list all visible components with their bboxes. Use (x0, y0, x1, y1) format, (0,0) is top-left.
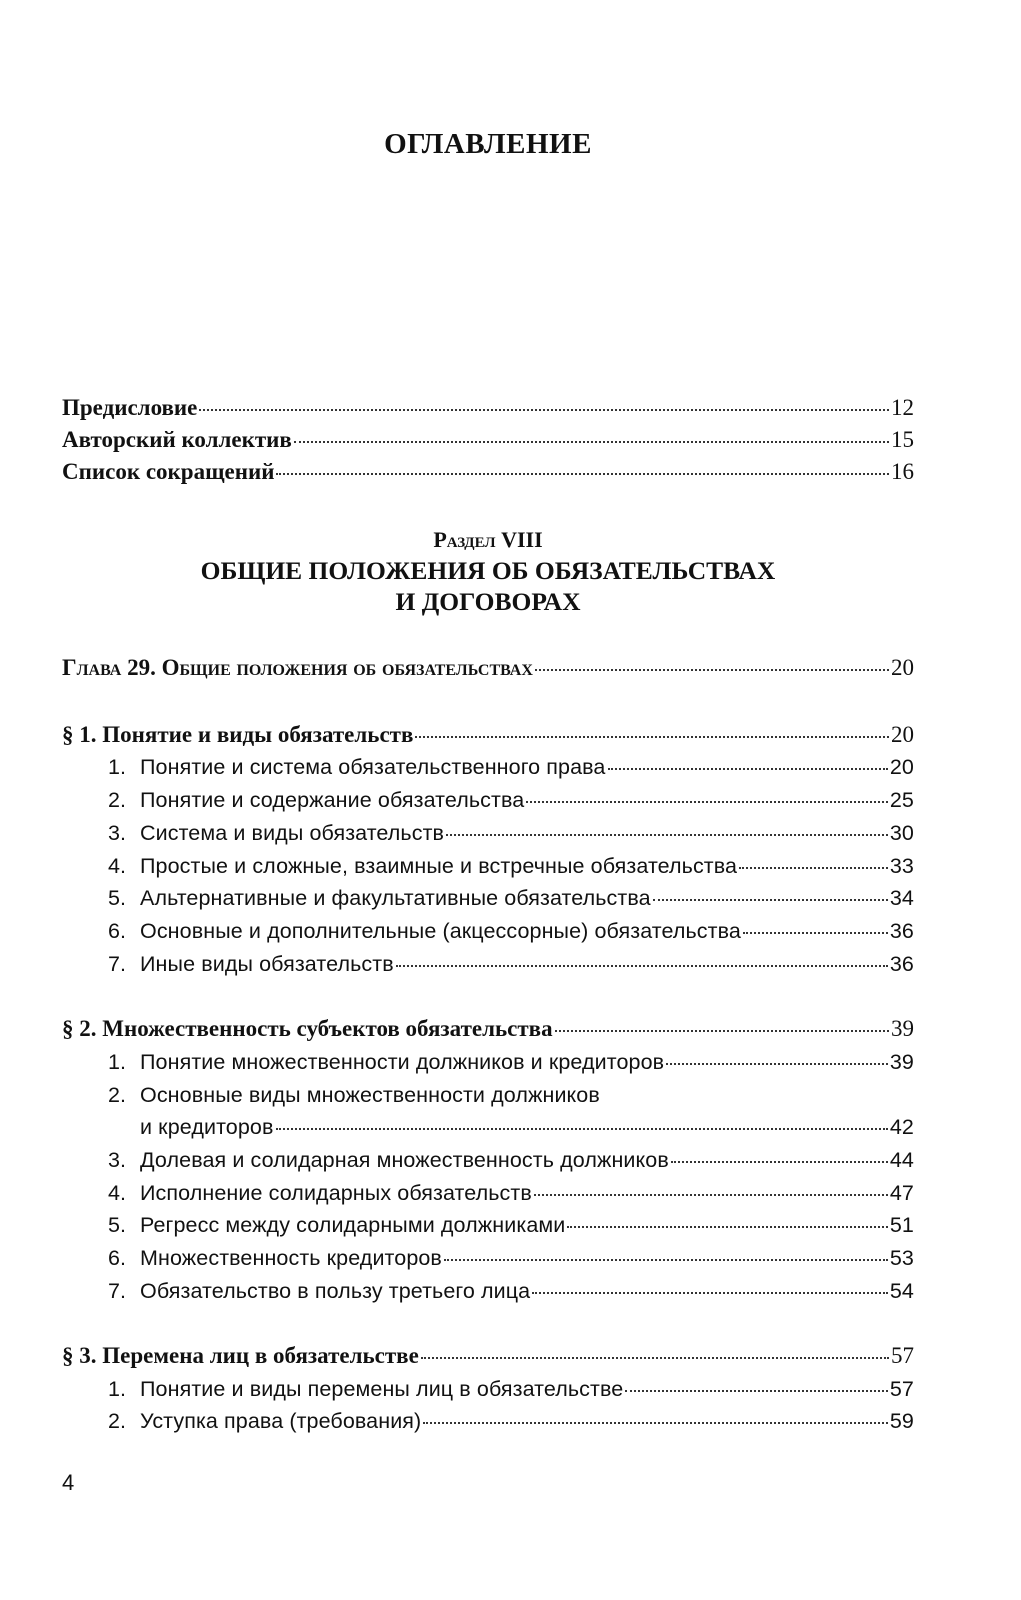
toc-item[interactable] (108, 950, 914, 978)
toc-item[interactable] (108, 917, 914, 945)
leader-dots (423, 1421, 888, 1424)
toc-item[interactable] (108, 1146, 914, 1174)
section-label: Раздел VIII (433, 527, 543, 552)
item-number: 1. (108, 755, 127, 779)
item-text: Исполнение солидарных обязательств (140, 1181, 532, 1205)
item-number: 7. (108, 952, 127, 976)
item-text: Понятие и виды перемены лиц в обязательстве (140, 1377, 624, 1401)
leader-dots (276, 472, 889, 475)
leader-dots (396, 964, 888, 967)
item-page: 47 (889, 1181, 914, 1205)
item-text: Долевая и солидарная множественность должников (140, 1148, 669, 1172)
item-number: 3. (108, 821, 127, 845)
entry-label: Авторский коллектив (62, 427, 292, 452)
toc-item[interactable] (108, 786, 914, 814)
entry-label: Список сокращений (62, 459, 275, 484)
toc-title: ОГЛАВЛЕНИЕ (384, 128, 592, 160)
item-page: 57 (889, 1377, 914, 1401)
item-page: 51 (889, 1213, 914, 1237)
leader-dots (739, 866, 888, 869)
entry-label: § 2. Множественность субъектов обязательства (62, 1016, 553, 1041)
toc-item[interactable] (108, 852, 914, 880)
leader-dots (608, 767, 888, 770)
leader-dots (534, 1193, 888, 1196)
toc-item[interactable] (108, 1211, 914, 1239)
item-text: Основные и дополнительные (акцессорные) обязательства (140, 919, 741, 943)
item-page: 34 (889, 886, 914, 910)
entry-label: Предисловие (62, 395, 198, 420)
leader-dots (653, 898, 888, 901)
item-page: 54 (889, 1279, 914, 1303)
item-page: 44 (889, 1148, 914, 1172)
leader-dots (666, 1062, 888, 1065)
toc-item[interactable] (108, 1407, 914, 1435)
item-page: 39 (889, 1050, 914, 1074)
item-page: 36 (889, 952, 914, 976)
item-number: 5. (108, 1213, 127, 1237)
toc-item[interactable] (108, 1179, 914, 1207)
toc-entry-paragraph-2[interactable] (62, 1015, 914, 1043)
item-number: 2. (108, 1409, 127, 1433)
leader-dots (276, 1127, 888, 1130)
entry-page: 12 (891, 395, 914, 420)
toc-entry-chapter-29[interactable] (62, 654, 914, 682)
item-number: 2. (108, 1083, 127, 1107)
item-page: 33 (889, 854, 914, 878)
item-page: 20 (889, 755, 914, 779)
leader-dots (446, 833, 888, 836)
item-number: 6. (108, 919, 127, 943)
item-text: Система и виды обязательств (140, 821, 445, 845)
leader-dots (526, 800, 888, 803)
leader-dots (199, 408, 889, 411)
page-number: 4 (62, 1470, 75, 1495)
entry-page: 20 (891, 722, 914, 747)
leader-dots (555, 1029, 889, 1032)
entry-page: 39 (891, 1016, 914, 1041)
toc-item[interactable] (108, 884, 914, 912)
toc-item[interactable] (108, 1048, 914, 1076)
entry-page: 57 (891, 1343, 914, 1368)
toc-entry-authors[interactable] (62, 426, 914, 454)
section-title-line1: ОБЩИЕ ПОЛОЖЕНИЯ ОБ ОБЯЗАТЕЛЬСТВАХ (200, 556, 776, 585)
entry-page: 16 (891, 459, 914, 484)
leader-dots (415, 735, 889, 738)
leader-dots (421, 1356, 889, 1359)
item-text: Понятие и система обязательственного права (140, 755, 606, 779)
item-number: 3. (108, 1148, 127, 1172)
item-text-continued: и кредиторов (140, 1115, 274, 1139)
section-title-line2: И ДОГОВОРАХ (395, 587, 581, 616)
toc-item[interactable] (108, 1277, 914, 1305)
toc-item-line2[interactable] (108, 1113, 914, 1141)
toc-item[interactable] (108, 753, 914, 781)
item-text: Основные виды множественности должников (140, 1083, 600, 1107)
item-number: 4. (108, 1181, 127, 1205)
item-number: 1. (108, 1050, 127, 1074)
toc-item[interactable] (108, 819, 914, 847)
entry-label: § 1. Понятие и виды обязательств (62, 722, 414, 747)
toc-entry-preface[interactable] (62, 394, 914, 422)
item-text: Уступка права (требования) (140, 1409, 422, 1433)
item-page: 30 (889, 821, 914, 845)
item-text: Альтернативные и факультативные обязательства (140, 886, 651, 910)
item-text: Обязательство в пользу третьего лица (140, 1279, 531, 1303)
entry-page: 15 (891, 427, 914, 452)
toc-item[interactable] (108, 1244, 914, 1272)
toc-item[interactable] (108, 1375, 914, 1403)
item-text: Понятие множественности должников и кредиторов (140, 1050, 665, 1074)
toc-item-line1[interactable] (108, 1081, 914, 1109)
item-page: 53 (889, 1246, 914, 1270)
entry-label: Глава 29. Общие положения об обязательствах (62, 655, 533, 680)
item-number: 2. (108, 788, 127, 812)
toc-entry-abbreviations[interactable] (62, 458, 914, 486)
item-page: 42 (889, 1115, 914, 1139)
leader-dots (294, 440, 889, 443)
leader-dots (567, 1225, 887, 1228)
item-text: Простые и сложные, взаимные и встречные обязательства (140, 854, 738, 878)
leader-dots (535, 668, 889, 671)
item-number: 7. (108, 1279, 127, 1303)
leader-dots (444, 1258, 888, 1261)
item-number: 5. (108, 886, 127, 910)
entry-label: § 3. Перемена лиц в обязательстве (62, 1343, 419, 1368)
leader-dots (625, 1389, 888, 1392)
item-text: Регресс между солидарными должниками (140, 1213, 566, 1237)
toc-entry-paragraph-1[interactable] (62, 721, 914, 749)
item-page: 36 (889, 919, 914, 943)
item-number: 4. (108, 854, 127, 878)
item-text: Множественность кредиторов (140, 1246, 442, 1270)
item-page: 59 (889, 1409, 914, 1433)
leader-dots (671, 1160, 888, 1163)
leader-dots (743, 931, 888, 934)
item-number: 6. (108, 1246, 127, 1270)
item-page: 25 (889, 788, 914, 812)
leader-dots (532, 1291, 888, 1294)
item-text: Понятие и содержание обязательства (140, 788, 525, 812)
toc-entry-paragraph-3[interactable] (62, 1342, 914, 1370)
entry-page: 20 (891, 655, 914, 680)
item-text: Иные виды обязательств (140, 952, 394, 976)
item-number: 1. (108, 1377, 127, 1401)
